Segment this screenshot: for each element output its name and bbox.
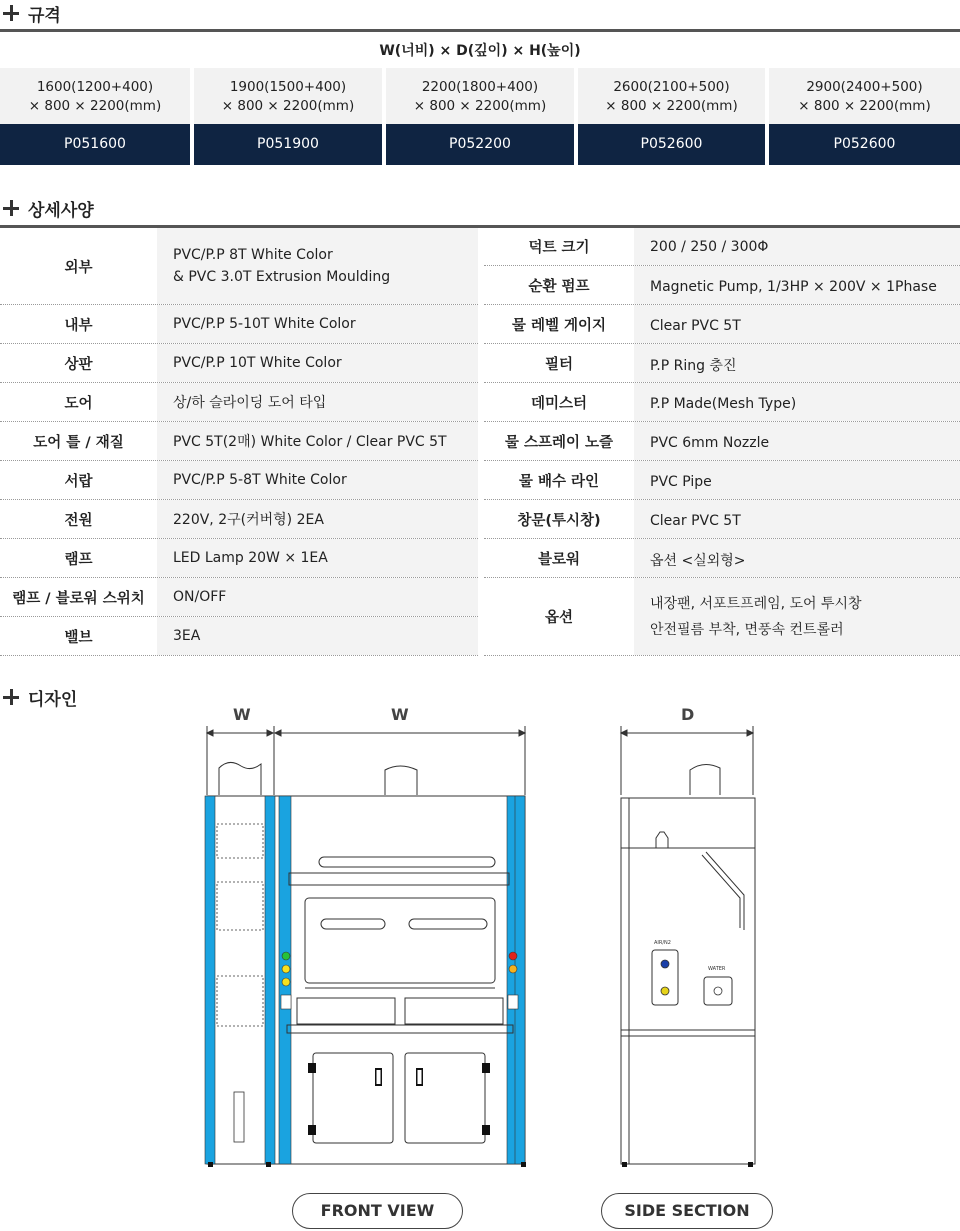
row-divider xyxy=(484,343,960,344)
side-section-button[interactable]: SIDE SECTION xyxy=(601,1193,773,1229)
spec-dimension xyxy=(194,68,382,124)
detail-label: 옵션 xyxy=(544,610,573,626)
spec-column xyxy=(578,68,765,165)
detail-label: 전원 xyxy=(64,512,93,529)
spec-product-code: P051900 xyxy=(194,124,382,165)
front-dim-left-label: W xyxy=(233,705,251,724)
detail-value-line1: PVC/P.P 8T White Color xyxy=(173,247,333,263)
spec-dim-line1: 1900(1500+400) xyxy=(229,79,347,95)
detail-value: PVC 5T(2매) White Color / Clear PVC 5T xyxy=(157,422,478,460)
row-divider xyxy=(484,499,960,500)
plus-icon xyxy=(2,688,20,706)
spec-column xyxy=(769,68,960,165)
spec-dim-line1: 2900(2400+500) xyxy=(806,79,923,95)
detail-value: Magnetic Pump, 1/3HP × 200V × 1Phase xyxy=(634,266,960,304)
front-view-drawing xyxy=(195,720,540,1170)
detail-label: 외부 xyxy=(64,259,93,276)
spec-dim-line1: 1600(1200+400) xyxy=(36,79,154,95)
row-divider xyxy=(484,382,960,383)
row-divider xyxy=(484,655,960,656)
row-divider xyxy=(0,382,478,383)
row-divider xyxy=(0,304,478,305)
detail-label: 필터 xyxy=(544,356,573,373)
detail-label: 블로워 xyxy=(537,551,581,568)
detail-table xyxy=(0,228,960,656)
detail-label: 데미스터 xyxy=(530,395,588,412)
row-divider xyxy=(0,421,478,422)
detail-value xyxy=(634,578,960,655)
spec-dim-line2: × 800 × 2200(mm) xyxy=(28,98,162,114)
row-divider xyxy=(0,343,478,344)
spec-dim-line1: 2200(1800+400) xyxy=(421,79,539,95)
row-divider xyxy=(0,655,478,656)
detail-value: 상/하 슬라이딩 도어 타입 xyxy=(157,383,478,421)
detail-value: 220V, 2구(커버형) 2EA xyxy=(157,500,478,538)
detail-value-line1: 내장팬, 서포트프레임, 도어 투시창 xyxy=(650,595,862,612)
detail-label: 상판 xyxy=(64,356,93,373)
detail-label: 창문(투시창) xyxy=(517,512,601,529)
detail-label: 물 레벨 게이지 xyxy=(511,317,607,334)
section-spec-label: 규격 xyxy=(28,5,61,26)
detail-label: 램프 xyxy=(64,551,93,568)
row-divider xyxy=(0,499,478,500)
row-divider xyxy=(0,460,478,461)
spec-dim-line2: × 800 × 2200(mm) xyxy=(413,98,547,114)
detail-label: 도어 xyxy=(64,395,93,412)
row-divider xyxy=(484,265,960,266)
spec-rule xyxy=(0,29,960,32)
detail-value: P.P Made(Mesh Type) xyxy=(634,383,960,421)
row-divider xyxy=(0,577,478,578)
detail-value: 200 / 250 / 300Φ xyxy=(634,228,960,265)
spec-product-code: P052600 xyxy=(578,124,765,165)
section-design-label: 디자인 xyxy=(28,689,78,710)
detail-value: PVC/P.P 5-8T White Color xyxy=(157,461,478,499)
plus-icon xyxy=(2,199,20,217)
detail-value: PVC 6mm Nozzle xyxy=(634,422,960,460)
detail-value-line2: & PVC 3.0T Extrusion Moulding xyxy=(173,269,391,285)
section-detail-title xyxy=(0,195,94,221)
detail-value: Clear PVC 5T xyxy=(634,500,960,538)
section-spec-title xyxy=(0,0,61,26)
row-divider xyxy=(484,460,960,461)
side-dim-label: D xyxy=(681,705,695,724)
spec-product-code: P052600 xyxy=(769,124,960,165)
water-label: WATER xyxy=(708,966,726,972)
detail-value: Clear PVC 5T xyxy=(634,305,960,343)
detail-value: ON/OFF xyxy=(157,578,478,616)
row-divider xyxy=(484,304,960,305)
side-section-drawing xyxy=(612,720,762,1170)
detail-value: PVC/P.P 10T White Color xyxy=(157,344,478,382)
spec-column xyxy=(386,68,574,165)
detail-value: LED Lamp 20W × 1EA xyxy=(157,539,478,577)
detail-label: 서랍 xyxy=(64,473,93,490)
spec-column xyxy=(0,68,190,165)
detail-value: 옵션 <실외형> xyxy=(634,539,960,577)
spec-dimension xyxy=(0,68,190,124)
detail-value-line2: 안전필름 부착, 면풍속 컨트롤러 xyxy=(650,621,844,638)
spec-dim-line2: × 800 × 2200(mm) xyxy=(221,98,355,114)
spec-dim-line2: × 800 × 2200(mm) xyxy=(798,98,931,114)
spec-dimension xyxy=(578,68,765,124)
detail-value xyxy=(157,228,478,304)
detail-label: 물 배수 라인 xyxy=(518,473,600,490)
spec-dimension xyxy=(769,68,960,124)
row-divider xyxy=(484,577,960,578)
detail-label: 순환 펌프 xyxy=(528,278,590,295)
front-dim-right-label: W xyxy=(391,705,409,724)
spec-product-code: P052200 xyxy=(386,124,574,165)
detail-label: 내부 xyxy=(64,317,93,334)
front-view-button[interactable]: FRONT VIEW xyxy=(292,1193,463,1229)
row-divider xyxy=(484,421,960,422)
spec-dimension xyxy=(386,68,574,124)
row-divider xyxy=(0,616,478,617)
air-n2-label: AIR/N2 xyxy=(654,940,671,946)
detail-value: PVC/P.P 5-10T White Color xyxy=(157,305,478,343)
spec-product-code: P051600 xyxy=(0,124,190,165)
row-divider xyxy=(484,538,960,539)
detail-label: 도어 틀 / 재질 xyxy=(33,434,124,451)
detail-label: 물 스프레이 노즐 xyxy=(504,434,614,451)
spec-header: W(너비) × D(깊이) × H(높이) xyxy=(379,43,581,59)
detail-value: PVC Pipe xyxy=(634,461,960,499)
spec-dim-line1: 2600(2100+500) xyxy=(613,79,730,95)
detail-label: 덕트 크기 xyxy=(528,240,590,256)
section-design-title xyxy=(0,684,77,710)
detail-value: P.P Ring 충진 xyxy=(634,344,960,382)
spec-column xyxy=(194,68,382,165)
detail-label: 램프 / 블로워 스위치 xyxy=(12,590,145,607)
detail-label: 밸브 xyxy=(64,629,93,646)
section-detail-label: 상세사양 xyxy=(28,200,94,221)
plus-icon xyxy=(2,4,20,22)
spec-dim-line2: × 800 × 2200(mm) xyxy=(605,98,738,114)
row-divider xyxy=(0,538,478,539)
detail-value: 3EA xyxy=(157,617,478,655)
